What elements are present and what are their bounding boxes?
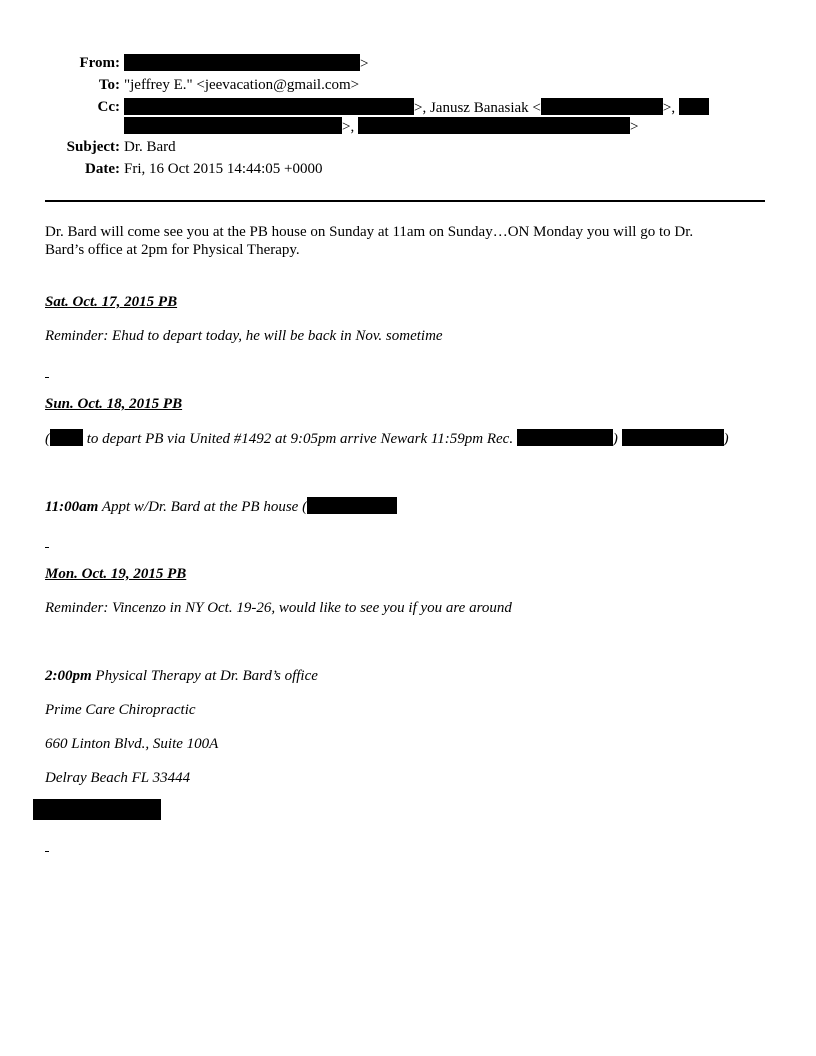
intro-line-1: Dr. Bard will come see you at the PB house on Sunday at 11am on Sunday…ON Monday you will go to Dr. bbox=[45, 224, 694, 240]
sat-date-heading: Sat. Oct. 17, 2015 PB bbox=[45, 294, 178, 310]
intro-line-2: Bard’s office at 2pm for Physical Therapy. bbox=[45, 242, 300, 258]
mon-reminder: Reminder: Vincenzo in NY Oct. 19-26, would like to see you if you are around bbox=[45, 600, 512, 616]
redaction bbox=[679, 98, 709, 115]
clinic-city: Delray Beach FL 33444 bbox=[45, 770, 191, 786]
cc-value-line2: >, > bbox=[124, 117, 638, 136]
redaction bbox=[50, 429, 83, 446]
mon-date-heading: Mon. Oct. 19, 2015 PB bbox=[45, 566, 187, 582]
pt-line: 2:00pm Physical Therapy at Dr. Bard’s office bbox=[45, 668, 318, 684]
clinic-address: 660 Linton Blvd., Suite 100A bbox=[45, 736, 219, 752]
clinic-name: Prime Care Chiropractic bbox=[45, 702, 196, 718]
cc-label: Cc: bbox=[97, 99, 120, 115]
subject-value: Dr. Bard bbox=[124, 139, 176, 155]
to-label: To: bbox=[98, 77, 120, 93]
cc-value-line1: >, Janusz Banasiak < >, bbox=[124, 98, 709, 117]
date-value: Fri, 16 Oct 2015 14:44:05 +0000 bbox=[124, 161, 323, 177]
empty-line-marker bbox=[45, 377, 49, 378]
date-label: Date: bbox=[85, 161, 120, 177]
redaction bbox=[124, 54, 360, 71]
sun-flight-line: ( to depart PB via United #1492 at 9:05pm arrive Newark 11:59pm Rec. ) ) bbox=[45, 431, 729, 447]
redaction bbox=[33, 799, 161, 822]
subject-label: Subject: bbox=[66, 139, 120, 155]
from-label: From: bbox=[79, 55, 120, 71]
redaction bbox=[307, 497, 397, 514]
redaction bbox=[622, 429, 724, 446]
empty-line-marker bbox=[45, 851, 49, 852]
redaction bbox=[517, 429, 613, 446]
sat-reminder: Reminder: Ehud to depart today, he will be back in Nov. sometime bbox=[45, 328, 443, 344]
redaction bbox=[124, 98, 414, 115]
empty-line-marker bbox=[45, 547, 49, 548]
appt-line: 11:00am Appt w/Dr. Bard at the PB house ( bbox=[45, 497, 397, 516]
header-divider bbox=[45, 200, 765, 202]
sun-date-heading: Sun. Oct. 18, 2015 PB bbox=[45, 396, 183, 412]
redaction bbox=[358, 117, 630, 134]
from-value: > bbox=[124, 54, 368, 73]
redaction bbox=[541, 98, 663, 115]
to-value: "jeffrey E." <jeevacation@gmail.com> bbox=[124, 77, 360, 93]
redaction bbox=[124, 117, 342, 134]
